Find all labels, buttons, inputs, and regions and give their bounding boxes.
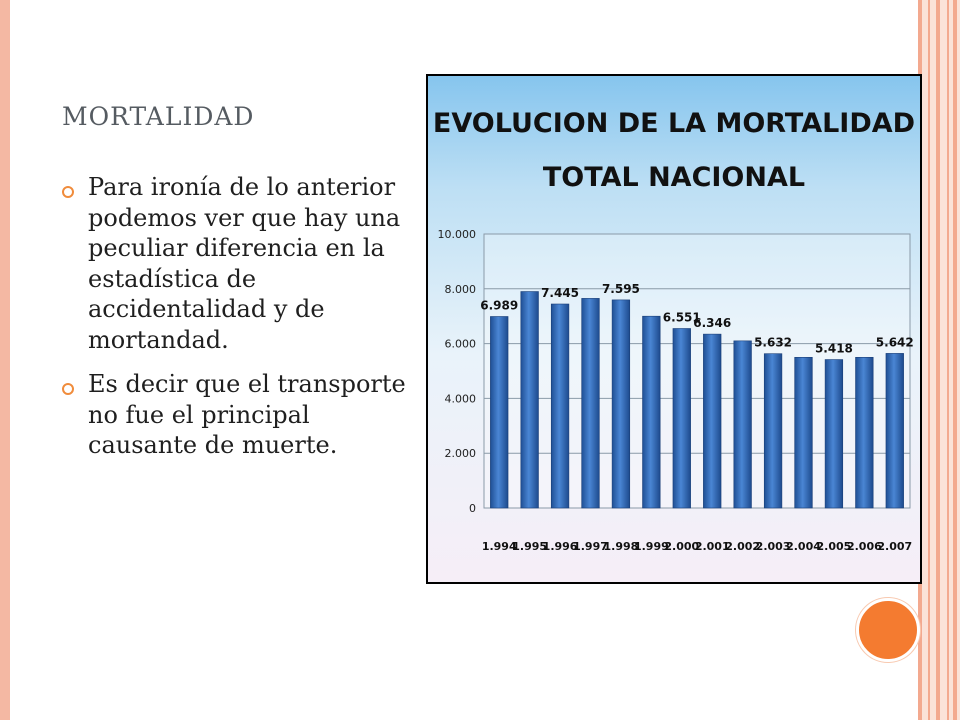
x-tick-label: 1.994 <box>481 540 517 553</box>
y-tick-label: 6.000 <box>444 337 476 351</box>
bar <box>551 304 569 508</box>
x-tick-label: 1.998 <box>603 540 639 553</box>
bar <box>795 357 813 508</box>
bar <box>643 316 661 508</box>
chart-title-line-2: TOTAL NACIONAL <box>542 162 806 193</box>
data-label: 5.418 <box>814 341 853 356</box>
right-stripe-decoration <box>918 0 960 720</box>
bullet-circle-icon <box>62 383 74 395</box>
y-tick-label: 10.000 <box>437 228 476 241</box>
bullet-item <box>62 369 412 461</box>
y-tick-label: 2.000 <box>444 447 476 461</box>
data-label: 6.989 <box>480 298 519 313</box>
y-tick-label: 0 <box>469 502 476 515</box>
stripe <box>953 0 957 720</box>
bar <box>521 292 539 508</box>
bar <box>490 317 508 508</box>
bullet-list <box>62 172 412 475</box>
stripe <box>928 0 930 720</box>
mortality-chart <box>426 74 922 584</box>
data-label: 6.551 <box>662 310 701 325</box>
data-label: 5.632 <box>754 335 793 350</box>
bar <box>612 300 630 508</box>
x-tick-label: 2.000 <box>664 540 700 553</box>
bar <box>825 360 843 508</box>
y-tick-label: 4.000 <box>444 392 476 406</box>
bar <box>764 354 782 508</box>
x-tick-label: 2.007 <box>877 540 913 553</box>
bullet-text: Para ironía de lo anterior podemos ver que hay una peculiar diferencia en la estadística de accidentalidad y de mortandad. <box>88 173 401 354</box>
plot-area <box>484 234 910 508</box>
x-tick-label: 2.005 <box>816 540 852 553</box>
bar <box>886 353 904 508</box>
bar <box>703 334 721 508</box>
data-label: 5.642 <box>875 335 914 350</box>
x-tick-label: 1.995 <box>512 540 548 553</box>
x-tick-label: 2.006 <box>846 540 882 553</box>
x-tick-label: 1.996 <box>542 540 578 553</box>
stripe <box>947 0 949 720</box>
data-label: 7.445 <box>541 286 580 301</box>
bullet-text: Es decir que el transporte no fue el principal causante de muerte. <box>88 370 406 459</box>
x-tick-label: 1.999 <box>633 540 669 553</box>
data-label: 7.595 <box>601 281 640 296</box>
bar <box>734 341 752 508</box>
x-tick-label: 1.997 <box>573 540 608 553</box>
slide-title: MORTALIDAD <box>62 102 255 131</box>
y-tick-label: 8.000 <box>444 282 476 296</box>
bullet-circle-icon <box>62 186 74 198</box>
orange-circle-decoration <box>856 598 920 662</box>
bar <box>582 298 600 508</box>
stripe <box>936 0 940 720</box>
bullet-item <box>62 172 412 355</box>
x-tick-label: 2.003 <box>755 540 791 553</box>
x-tick-label: 2.004 <box>786 540 821 553</box>
x-tick-label: 2.002 <box>725 540 761 553</box>
chart-canvas <box>428 76 920 582</box>
x-tick-label: 2.001 <box>694 540 730 553</box>
left-border-decoration <box>0 0 10 720</box>
data-label: 6.346 <box>693 316 732 331</box>
chart-title-line-1: EVOLUCION DE LA MORTALIDAD <box>432 108 916 139</box>
bar <box>673 329 691 508</box>
bar <box>856 357 874 508</box>
